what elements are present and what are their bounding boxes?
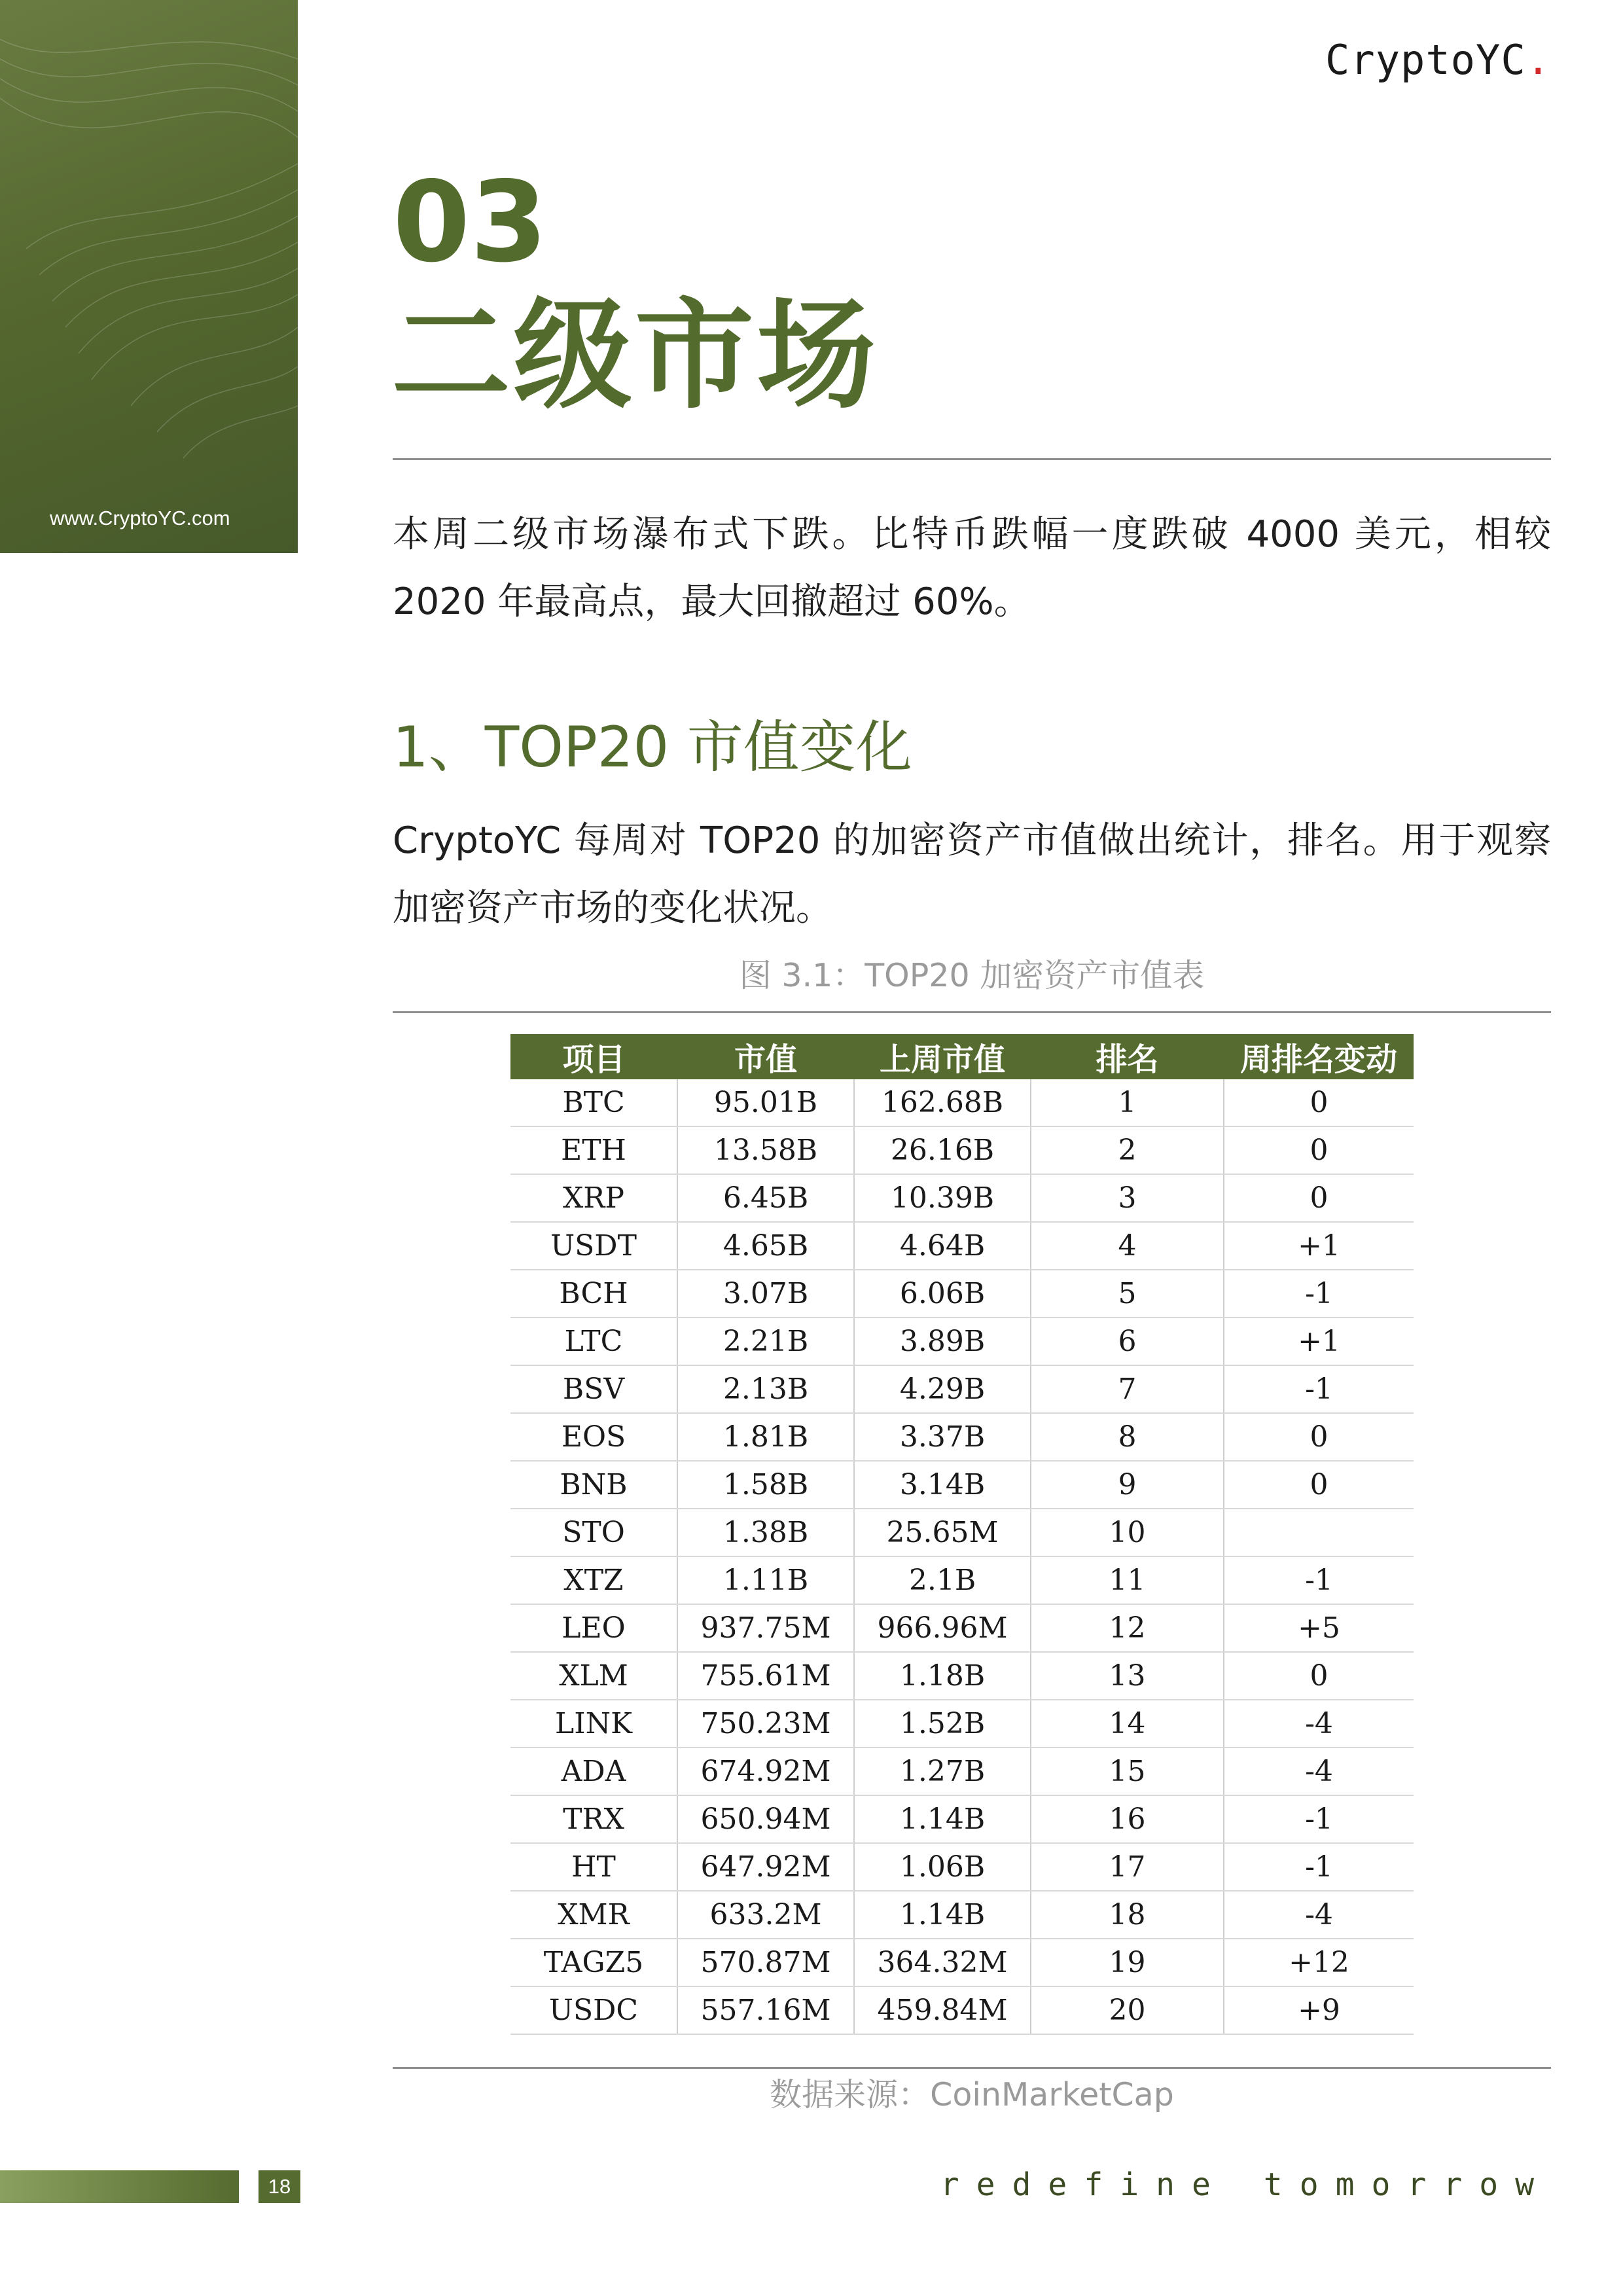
table-cell: XRP (510, 1174, 677, 1222)
table-row (510, 1174, 1414, 1222)
table-row (510, 1652, 1414, 1700)
table-cell: LINK (510, 1700, 677, 1748)
table-cell: 7 (1031, 1365, 1224, 1413)
table-row (510, 1843, 1414, 1891)
table-cell: LEO (510, 1604, 677, 1652)
table-cell: 10 (1031, 1509, 1224, 1556)
table-cell: TAGZ5 (510, 1939, 677, 1986)
table-row (510, 1318, 1414, 1365)
table-cell: -4 (1224, 1748, 1414, 1795)
header-rank: 排名 (1031, 1034, 1224, 1079)
table-cell: 14 (1031, 1700, 1224, 1748)
table-row (510, 1509, 1414, 1556)
table-row (510, 1079, 1414, 1126)
table-cell: 6 (1031, 1318, 1224, 1365)
table-cell: BSV (510, 1365, 677, 1413)
header-rank-change: 周排名变动 (1224, 1034, 1414, 1079)
table-cell: 3.37B (854, 1413, 1031, 1461)
table-cell: 1.58B (677, 1461, 854, 1509)
table-cell: 0 (1224, 1174, 1414, 1222)
table-cell: 17 (1031, 1843, 1224, 1891)
table-cell: +12 (1224, 1939, 1414, 1986)
table-cell: BCH (510, 1270, 677, 1318)
table-cell: 0 (1224, 1652, 1414, 1700)
table-cell: 10.39B (854, 1174, 1031, 1222)
table-cell: +1 (1224, 1222, 1414, 1270)
table-cell: 1.18B (854, 1652, 1031, 1700)
table-cell: 674.92M (677, 1748, 854, 1795)
chapter-title: 二级市场 (391, 286, 878, 425)
table-cell: BTC (510, 1079, 677, 1126)
table-cell: LTC (510, 1318, 677, 1365)
table-cell: 750.23M (677, 1700, 854, 1748)
intro-paragraph: 本周二级市场瀑布式下跌。比特币跌幅一度跌破 4000 美元，相较 2020 年最高点，最大回撤超过 60%。 (393, 513, 1551, 623)
table-cell: 557.16M (677, 1986, 854, 2034)
table-row (510, 1986, 1414, 2034)
page-number: 18 (259, 2170, 300, 2203)
table-cell: 1.52B (854, 1700, 1031, 1748)
table-cell: 2.1B (854, 1556, 1031, 1604)
figure-bottom-divider (393, 2067, 1551, 2069)
header-last-week-cap: 上周市值 (854, 1034, 1031, 1079)
table-cell: 459.84M (854, 1986, 1031, 2034)
table-cell: BNB (510, 1461, 677, 1509)
table-cell: 3.07B (677, 1270, 854, 1318)
table-cell: 11 (1031, 1556, 1224, 1604)
table-cell: 1.38B (677, 1509, 854, 1556)
table-cell: 647.92M (677, 1843, 854, 1891)
table-cell: +5 (1224, 1604, 1414, 1652)
table-cell: 25.65M (854, 1509, 1031, 1556)
table-cell: XMR (510, 1891, 677, 1939)
table-row (510, 1461, 1414, 1509)
table-cell: HT (510, 1843, 677, 1891)
section-paragraph: CryptoYC 每周对 TOP20 的加密资产市值做出统计，排名。用于观察加密资产市场的变化状况。 (393, 819, 1551, 929)
website-url[interactable]: www.CryptoYC.com (50, 507, 230, 529)
table-cell: 4.65B (677, 1222, 854, 1270)
table-cell: 2 (1031, 1126, 1224, 1174)
table-row (510, 1891, 1414, 1939)
table-row (510, 1126, 1414, 1174)
footer-tagline: redefine tomorrow (940, 2166, 1551, 2203)
table-cell: 4 (1031, 1222, 1224, 1270)
table-cell: USDT (510, 1222, 677, 1270)
table-cell: 4.29B (854, 1365, 1031, 1413)
table-cell: -1 (1224, 1365, 1414, 1413)
chapter-number: 03 (393, 158, 548, 287)
table-cell: ADA (510, 1748, 677, 1795)
table-cell: 364.32M (854, 1939, 1031, 1986)
brand-dot: . (1525, 36, 1551, 84)
table-cell: 755.61M (677, 1652, 854, 1700)
footer-bar (0, 2170, 239, 2203)
figure-top-divider (393, 1011, 1551, 1013)
table-cell: +1 (1224, 1318, 1414, 1365)
table-cell: TRX (510, 1795, 677, 1843)
table-row (510, 1700, 1414, 1748)
table-row (510, 1939, 1414, 1986)
table-cell: -4 (1224, 1891, 1414, 1939)
title-divider (393, 458, 1551, 460)
table-cell: 1.06B (854, 1843, 1031, 1891)
brand-name: CryptoYC (1325, 36, 1526, 84)
table-cell: 13.58B (677, 1126, 854, 1174)
side-decor-panel (0, 0, 298, 553)
table-cell: 16 (1031, 1795, 1224, 1843)
table-cell: 0 (1224, 1461, 1414, 1509)
table-row (510, 1222, 1414, 1270)
table-cell: 2.21B (677, 1318, 854, 1365)
table-cell: 6.45B (677, 1174, 854, 1222)
table-row (510, 1270, 1414, 1318)
table-cell: 19 (1031, 1939, 1224, 1986)
table-cell: USDC (510, 1986, 677, 2034)
table-cell: 5 (1031, 1270, 1224, 1318)
table-body (510, 1079, 1414, 2034)
table-cell: 1.11B (677, 1556, 854, 1604)
table-cell: 2.13B (677, 1365, 854, 1413)
table-cell: 20 (1031, 1986, 1224, 2034)
table-cell: 6.06B (854, 1270, 1031, 1318)
table-cell: EOS (510, 1413, 677, 1461)
table-cell: 966.96M (854, 1604, 1031, 1652)
table-cell: 570.87M (677, 1939, 854, 1986)
table-row (510, 1365, 1414, 1413)
table-cell: 8 (1031, 1413, 1224, 1461)
table-row (510, 1604, 1414, 1652)
table-header-row (510, 1034, 1414, 1079)
table-cell: -1 (1224, 1843, 1414, 1891)
table-cell: 0 (1224, 1079, 1414, 1126)
market-cap-table (510, 1034, 1414, 2035)
table-cell: 937.75M (677, 1604, 854, 1652)
table-cell: -4 (1224, 1700, 1414, 1748)
table-cell: 4.64B (854, 1222, 1031, 1270)
table-cell: 0 (1224, 1413, 1414, 1461)
table-cell: +9 (1224, 1986, 1414, 2034)
table-cell (1224, 1509, 1414, 1556)
table-cell: 1.27B (854, 1748, 1031, 1795)
table-cell: 3 (1031, 1174, 1224, 1222)
table-cell: STO (510, 1509, 677, 1556)
brand-logo (1325, 36, 1551, 84)
table-cell: 9 (1031, 1461, 1224, 1509)
table-cell: 1 (1031, 1079, 1224, 1126)
table-cell: ETH (510, 1126, 677, 1174)
figure-caption: 图 3.1：TOP20 加密资产市值表 (739, 957, 1205, 994)
wave-pattern-graphic (0, 0, 298, 553)
table-row (510, 1795, 1414, 1843)
table-cell: 162.68B (854, 1079, 1031, 1126)
table-cell: 3.89B (854, 1318, 1031, 1365)
table-row (510, 1748, 1414, 1795)
table-cell: 12 (1031, 1604, 1224, 1652)
table-cell: 15 (1031, 1748, 1224, 1795)
table-cell: -1 (1224, 1556, 1414, 1604)
header-project: 项目 (510, 1034, 677, 1079)
table-cell: -1 (1224, 1795, 1414, 1843)
table-cell: 26.16B (854, 1126, 1031, 1174)
table-cell: 1.14B (854, 1891, 1031, 1939)
table-cell: 633.2M (677, 1891, 854, 1939)
table-cell: XTZ (510, 1556, 677, 1604)
table-row (510, 1556, 1414, 1604)
table-cell: 3.14B (854, 1461, 1031, 1509)
table-row (510, 1413, 1414, 1461)
table-cell: 0 (1224, 1126, 1414, 1174)
table-cell: 95.01B (677, 1079, 854, 1126)
table-cell: 18 (1031, 1891, 1224, 1939)
table-cell: 1.14B (854, 1795, 1031, 1843)
header-market-cap: 市值 (677, 1034, 854, 1079)
table-cell: XLM (510, 1652, 677, 1700)
table-cell: -1 (1224, 1270, 1414, 1318)
section-heading: 1、TOP20 市值变化 (393, 715, 912, 780)
data-source: 数据来源：CoinMarketCap (770, 2076, 1174, 2113)
table-cell: 650.94M (677, 1795, 854, 1843)
table-cell: 13 (1031, 1652, 1224, 1700)
table-cell: 1.81B (677, 1413, 854, 1461)
